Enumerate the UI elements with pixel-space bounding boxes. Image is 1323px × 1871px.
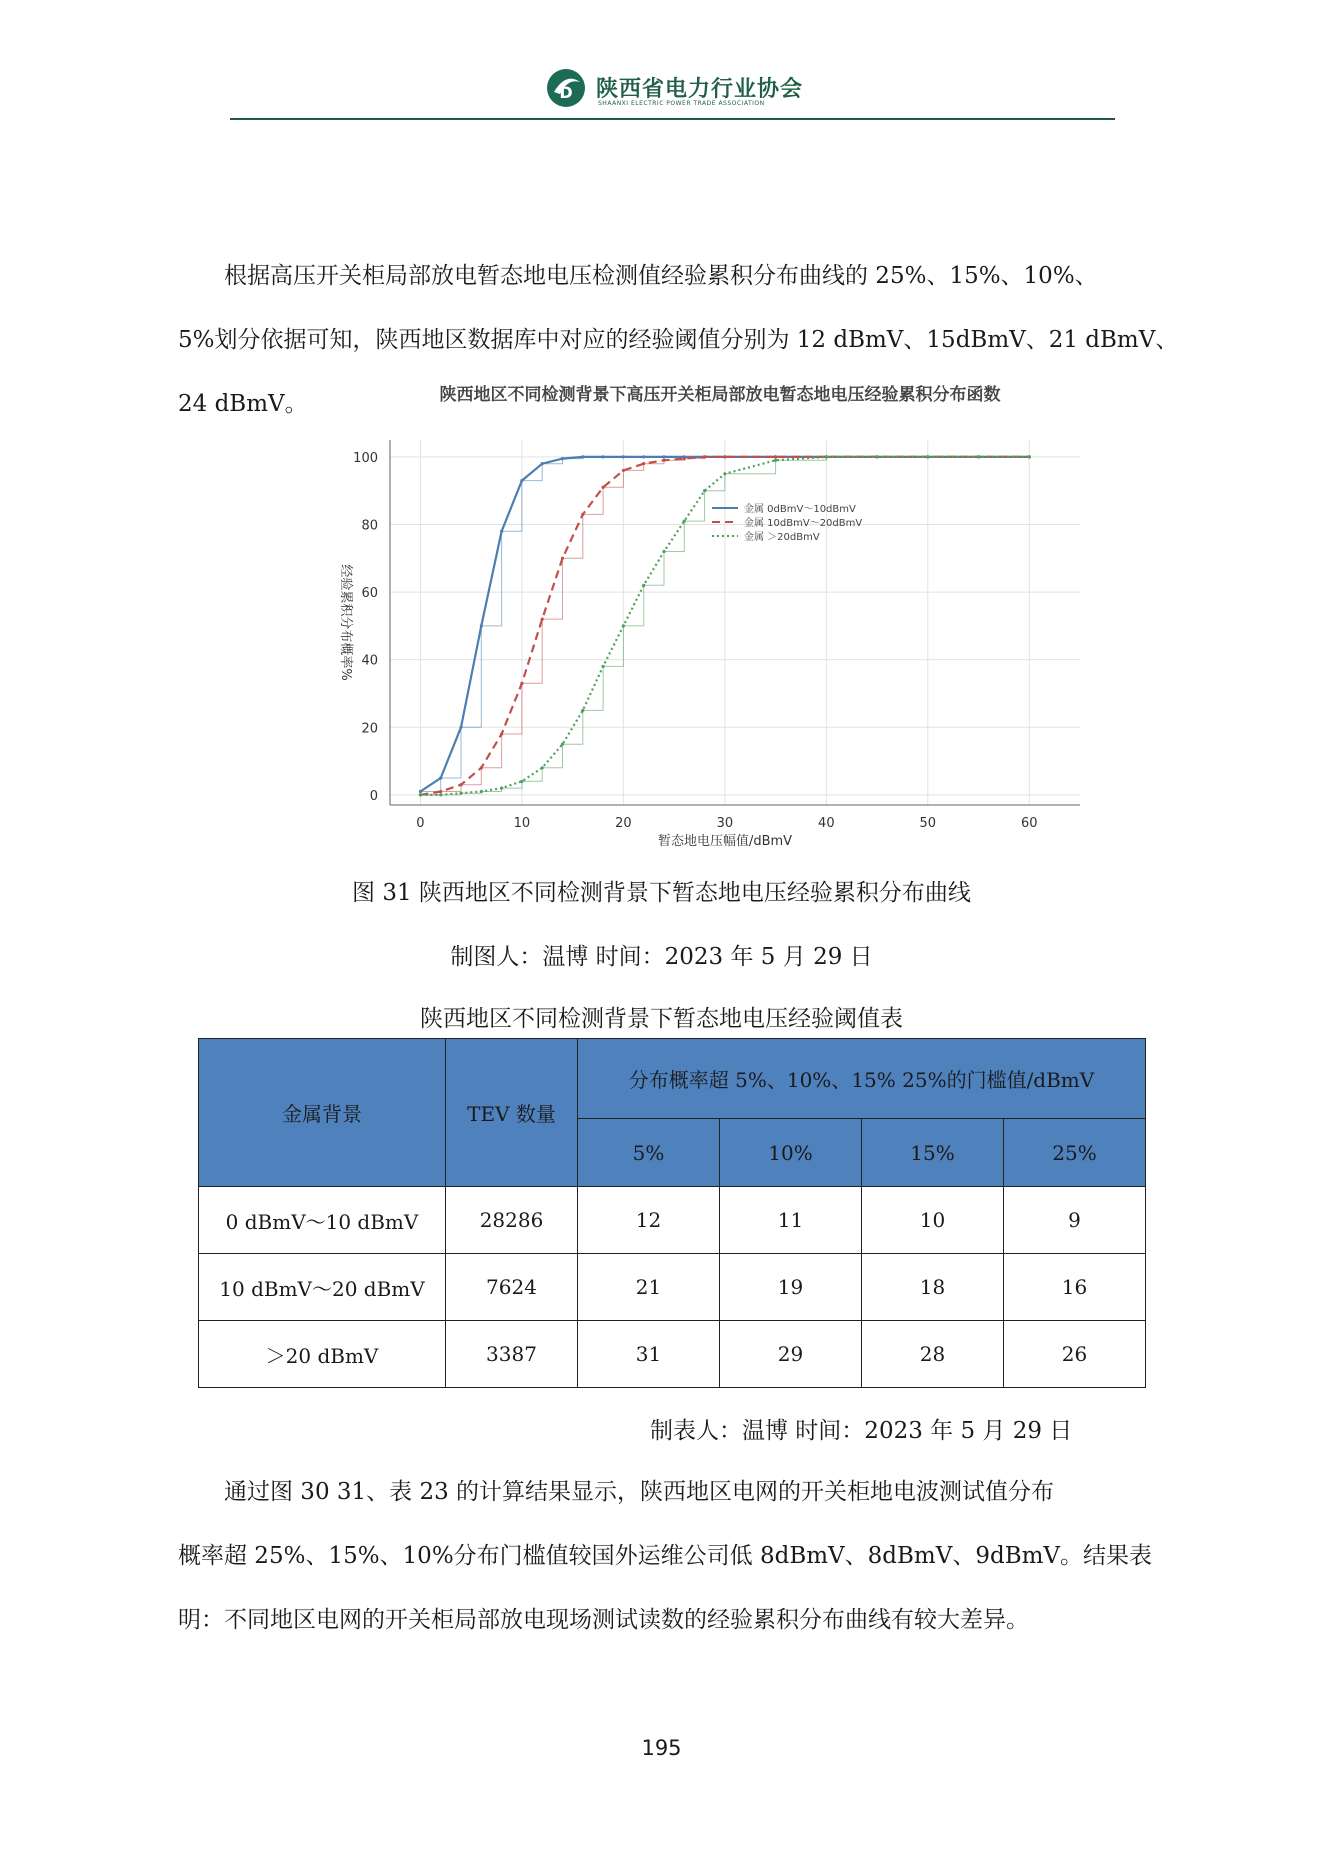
page-header xyxy=(0,60,1323,120)
data-point xyxy=(683,520,686,523)
data-point xyxy=(541,766,544,769)
x-tick-label: 60 xyxy=(1020,816,1038,831)
table-row xyxy=(199,1254,1146,1321)
cell-value: 12 xyxy=(578,1187,720,1254)
table-credit: 制表人：温博 时间：2023 年 5 月 29 日 xyxy=(650,1418,1073,1444)
x-tick-label: 0 xyxy=(416,816,425,831)
data-point xyxy=(419,793,422,796)
data-point xyxy=(642,455,645,458)
table-title: 陕西地区不同检测背景下暂态地电压经验阈值表 xyxy=(420,1006,903,1032)
y-tick-label: 80 xyxy=(361,518,378,534)
data-point xyxy=(703,489,706,492)
data-point xyxy=(459,726,462,729)
data-point xyxy=(825,455,828,458)
figure-credit: 制图人：温博 时间：2023 年 5 月 29 日 xyxy=(450,944,873,970)
header-15pct: 15% xyxy=(862,1119,1004,1187)
data-point xyxy=(774,459,777,462)
data-point xyxy=(703,455,706,458)
plot-area xyxy=(338,440,1080,849)
header-rule xyxy=(230,118,1115,120)
paragraph-line: 根据高压开关柜局部放电暂态地电压检测值经验累积分布曲线的 25%、15%、10%、 xyxy=(224,263,1098,289)
data-point xyxy=(601,455,604,458)
data-point xyxy=(419,790,422,793)
x-tick-label: 30 xyxy=(716,816,734,831)
legend-label: 金属 10dBmV～20dBmV xyxy=(744,518,863,529)
data-point xyxy=(683,457,686,460)
x-tick-label: 40 xyxy=(818,816,835,831)
table-row xyxy=(199,1321,1146,1388)
data-point xyxy=(541,618,544,621)
data-point xyxy=(622,469,625,472)
data-point xyxy=(439,776,442,779)
data-point xyxy=(926,455,929,458)
cell-value: 11 xyxy=(720,1187,862,1254)
table-row xyxy=(199,1187,1146,1254)
data-point xyxy=(480,790,483,793)
paragraph-line: 5%划分依据可知，陕西地区数据库中对应的经验阈值分别为 12 dBmV、15dBmV、21 dBmV、 xyxy=(178,327,1179,353)
data-point xyxy=(439,793,442,796)
y-tick-label: 0 xyxy=(369,788,378,804)
data-point xyxy=(500,732,503,735)
cell-value: 16 xyxy=(1004,1254,1146,1321)
x-tick-label: 50 xyxy=(919,816,937,831)
data-point xyxy=(459,783,462,786)
data-point xyxy=(459,792,462,795)
cell-count: 7624 xyxy=(446,1254,578,1321)
data-point xyxy=(977,455,980,458)
data-point xyxy=(642,584,645,587)
data-point xyxy=(480,624,483,627)
y-tick-label: 40 xyxy=(361,653,378,669)
cell-value: 21 xyxy=(578,1254,720,1321)
data-point xyxy=(723,472,726,475)
data-point xyxy=(622,455,625,458)
paragraph-conclusion xyxy=(178,1460,1168,1652)
data-point xyxy=(500,530,503,533)
org-name: 陕西省电力行业协会 xyxy=(596,77,804,102)
cell-background: 0 dBmV～10 dBmV xyxy=(199,1187,446,1254)
org-name-en: SHAANXI ELECTRIC POWER TRADE ASSOCIATION xyxy=(598,100,765,107)
cell-value: 26 xyxy=(1004,1321,1146,1388)
data-point xyxy=(662,550,665,553)
cell-value: 18 xyxy=(862,1254,1004,1321)
data-point xyxy=(581,709,584,712)
y-tick-label: 60 xyxy=(361,586,378,602)
header-25pct: 25% xyxy=(1004,1119,1146,1187)
paragraph-line: 24 dBmV。 xyxy=(178,391,308,417)
cell-value: 19 xyxy=(720,1254,862,1321)
x-tick-label: 10 xyxy=(513,816,531,831)
data-point xyxy=(875,455,878,458)
data-point xyxy=(662,455,665,458)
paragraph-line: 通过图 30 31、表 23 的计算结果显示，陕西地区电网的开关柜地电波测试值分布 xyxy=(224,1479,1055,1505)
paragraph-line: 明：不同地区电网的开关柜局部放电现场测试读数的经验累积分布曲线有较大差异。 xyxy=(178,1607,1029,1633)
data-point xyxy=(662,459,665,462)
data-point xyxy=(723,455,726,458)
figure-caption: 图 31 陕西地区不同检测背景下暂态地电压经验累积分布曲线 xyxy=(352,880,971,906)
data-point xyxy=(480,766,483,769)
data-point xyxy=(439,790,442,793)
threshold-table xyxy=(198,1038,1146,1388)
y-tick-label: 100 xyxy=(353,450,378,466)
data-point xyxy=(520,682,523,685)
data-point xyxy=(561,557,564,560)
data-point xyxy=(601,486,604,489)
y-tick-label: 20 xyxy=(361,721,378,737)
data-point xyxy=(520,479,523,482)
legend-label: 金属 0dBmV～10dBmV xyxy=(744,504,856,515)
page-number: 195 xyxy=(641,1736,682,1760)
cell-background: ＞20 dBmV xyxy=(199,1321,446,1388)
header-count: TEV 数量 xyxy=(446,1039,578,1187)
data-point xyxy=(601,665,604,668)
cdf-chart xyxy=(320,385,1100,849)
header-background: 金属背景 xyxy=(199,1039,446,1187)
data-point xyxy=(561,457,564,460)
paragraph-line: 概率超 25%、15%、10%分布门槛值较国外运维公司低 8dBmV、8dBmV、9dBmV。结果表 xyxy=(178,1543,1153,1569)
data-point xyxy=(520,780,523,783)
chart-title: 陕西地区不同检测背景下高压开关柜局部放电暂态地电压经验累积分布函数 xyxy=(439,385,1001,405)
header-10pct: 10% xyxy=(720,1119,862,1187)
cell-value: 31 xyxy=(578,1321,720,1388)
data-point xyxy=(1028,455,1031,458)
data-point xyxy=(500,787,503,790)
x-tick-label: 20 xyxy=(615,816,632,831)
cell-value: 28 xyxy=(862,1321,1004,1388)
legend-label: 金属 ＞20dBmV xyxy=(744,532,820,543)
data-point xyxy=(541,462,544,465)
data-point xyxy=(561,743,564,746)
association-logo xyxy=(546,68,586,108)
data-point xyxy=(622,624,625,627)
x-axis-label: 暂态地电压幅值/dBmV xyxy=(657,834,793,849)
cell-value: 29 xyxy=(720,1321,862,1388)
cell-background: 10 dBmV～20 dBmV xyxy=(199,1254,446,1321)
y-axis-label: 经验累积分布概率% xyxy=(338,564,353,681)
cell-value: 9 xyxy=(1004,1187,1146,1254)
header-threshold-group: 分布概率超 5%、10%、15% 25%的门槛值/dBmV xyxy=(578,1039,1146,1119)
data-point xyxy=(774,455,777,458)
header-5pct: 5% xyxy=(578,1119,720,1187)
svg-text:D: D xyxy=(559,83,573,102)
cell-value: 10 xyxy=(862,1187,1004,1254)
data-point xyxy=(642,462,645,465)
cell-count: 3387 xyxy=(446,1321,578,1388)
cell-count: 28286 xyxy=(446,1187,578,1254)
data-point xyxy=(581,455,584,458)
data-point xyxy=(581,513,584,516)
